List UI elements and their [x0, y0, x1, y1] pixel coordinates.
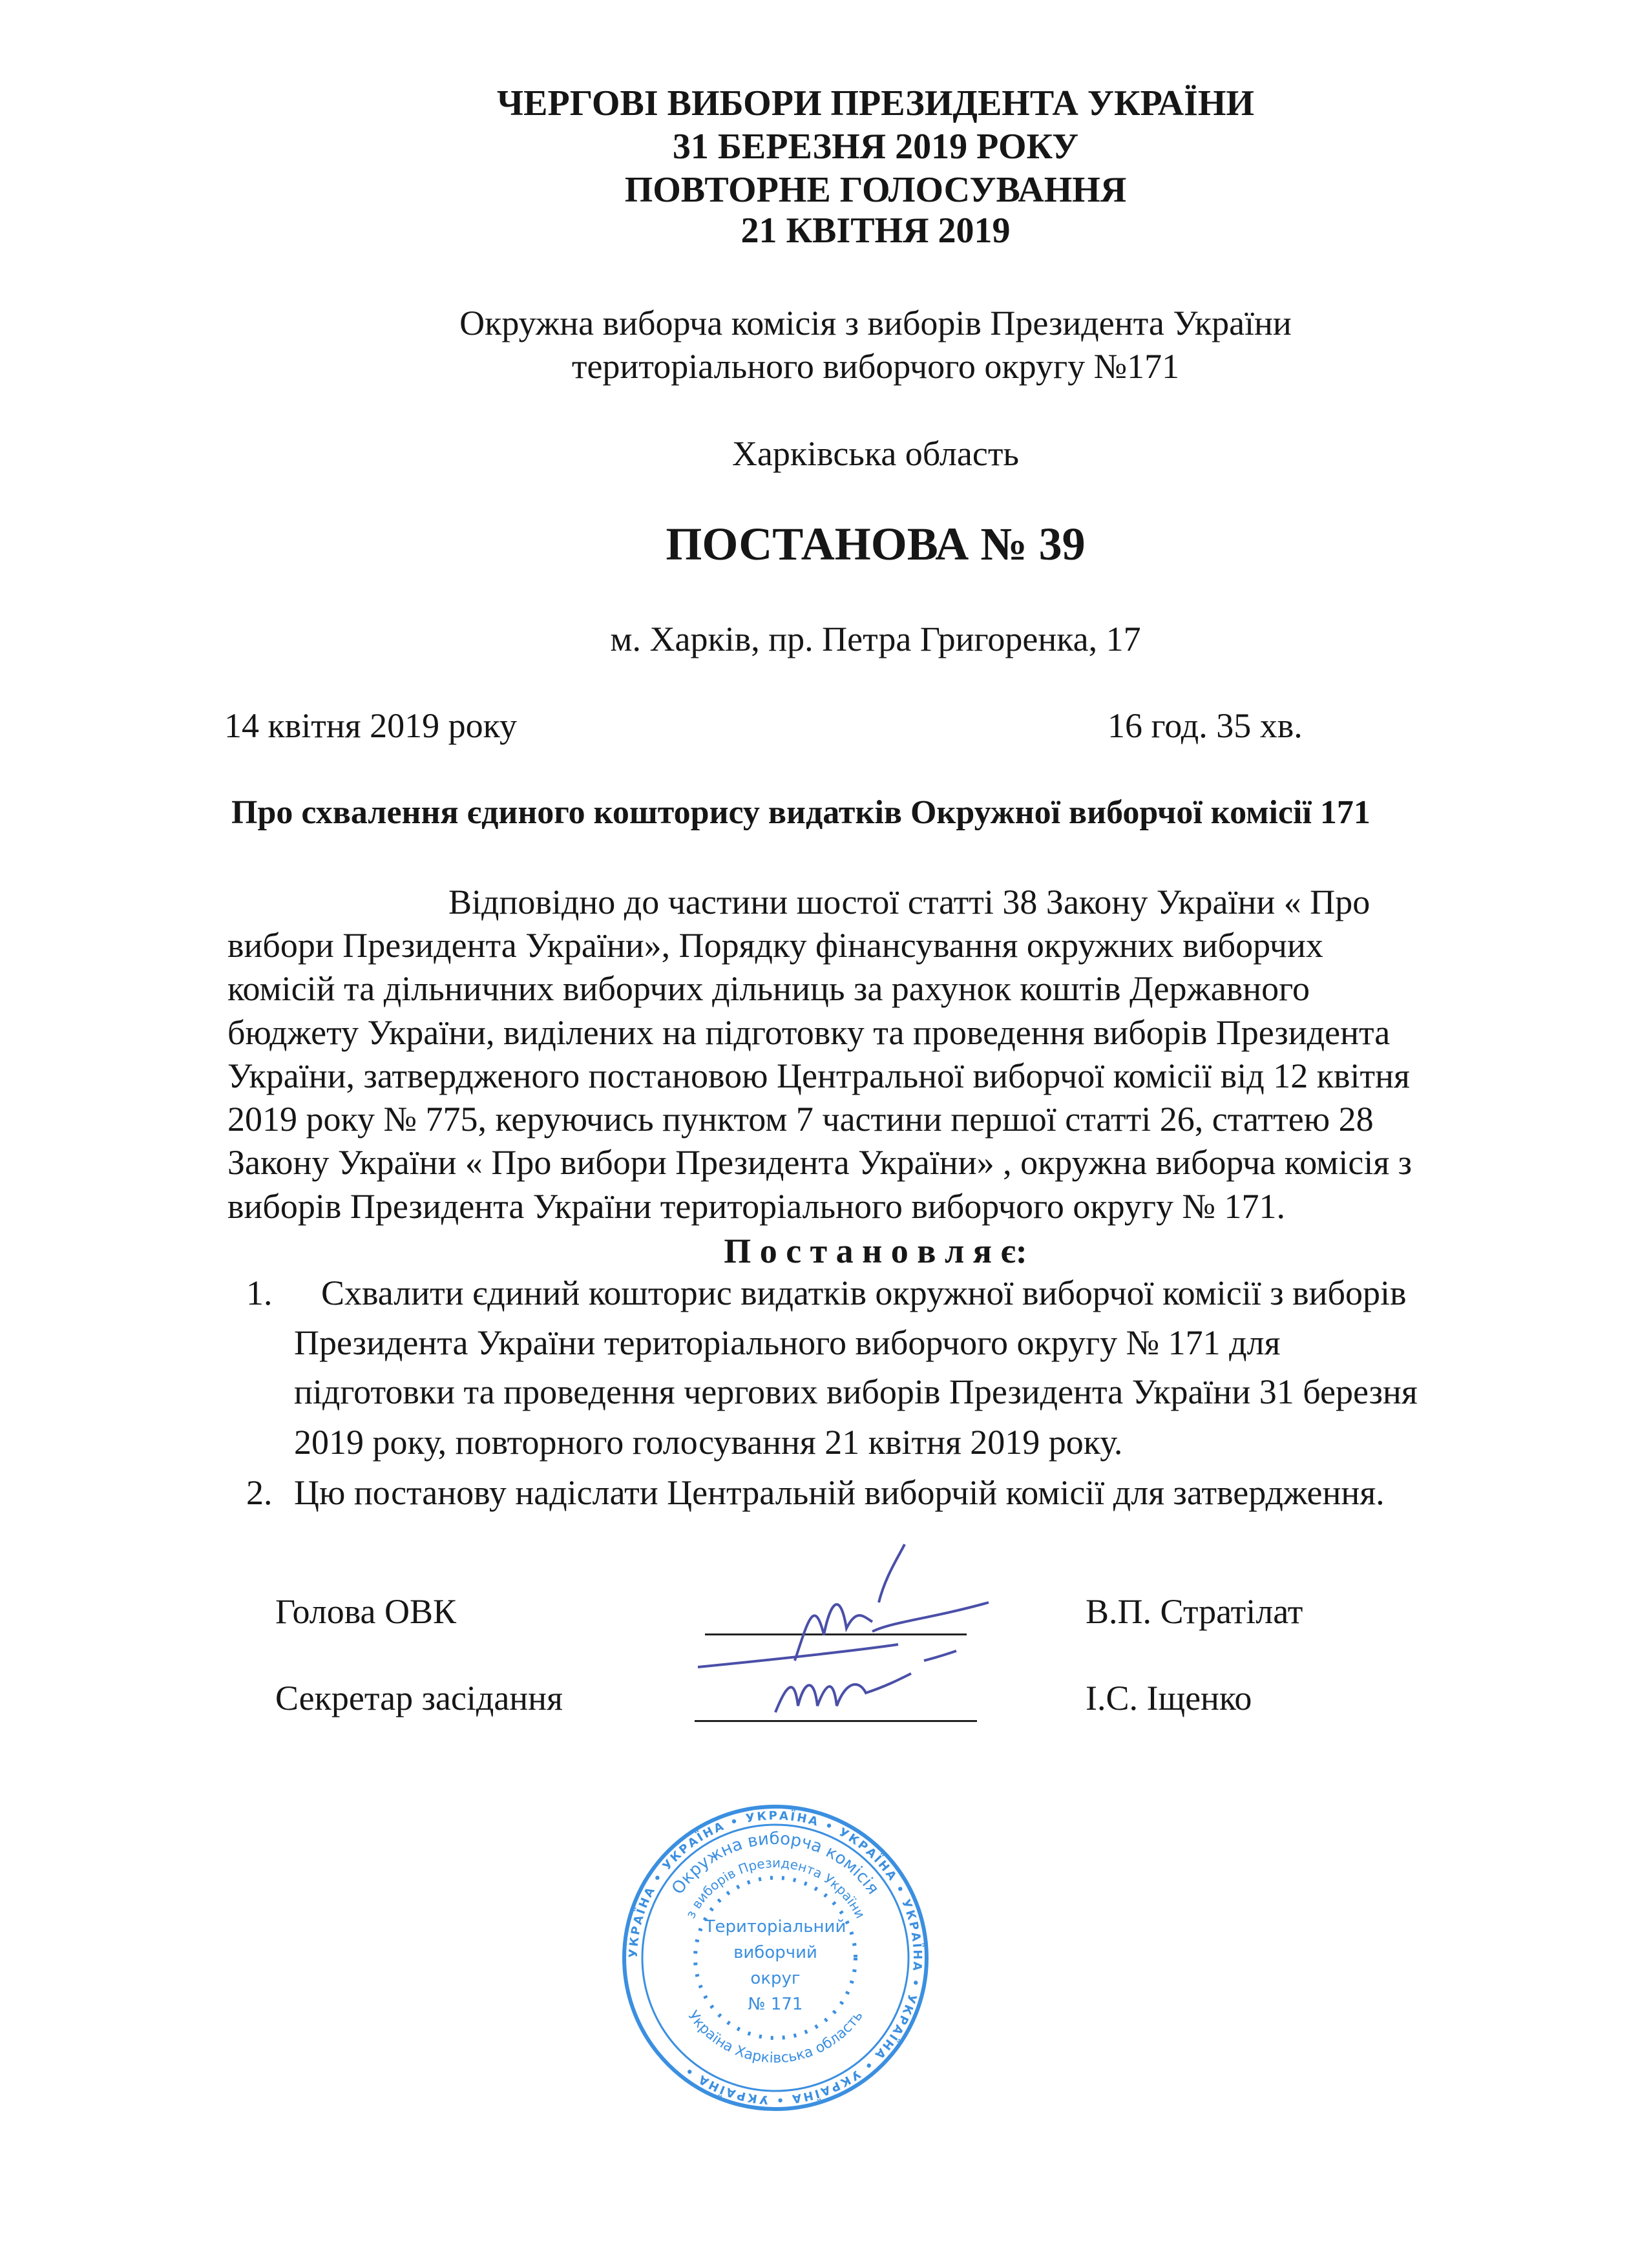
election-title-line-1: ЧЕРГОВІ ВИБОРИ ПРЕЗИДЕНТА УКРАЇНИ [497, 83, 1254, 123]
stamp-center-line: виборчий [733, 1943, 817, 1962]
paragraph-line: бюджету України, виділених на підготовку та проведення виборів Президента [227, 1013, 1391, 1052]
commission-line-2: територіального виборчого округу №171 [571, 347, 1180, 386]
resolution-title: ПОСТАНОВА № 39 [666, 518, 1086, 570]
signature-name: І.С. Іщенко [1086, 1679, 1252, 1717]
resolution-subject: Про схвалення єдиного кошторису видатків Окружної виборчої комісії 171 [231, 794, 1371, 831]
list-item-line: 2019 року, повторного голосування 21 квітня 2019 року. [294, 1423, 1123, 1462]
paragraph-line: Закону України « Про вибори Президента України» , окружна виборча комісія з [227, 1143, 1412, 1182]
svg-text:УКРАЇНА • УКРАЇНА • УКРАЇНА •: УКРАЇНА • УКРАЇНА • УКРАЇНА • УКРАЇНА • УКРАЇНА • УКРАЇНА • УКРАЇНА • УКРАЇНА • [626, 1809, 925, 2107]
election-title-line-2: 31 БЕРЕЗНЯ 2019 РОКУ [672, 127, 1079, 167]
stamp-center-line: № 171 [748, 1995, 803, 2014]
official-stamp [620, 1803, 930, 2113]
paragraph-line: 2019 року № 775, керуючись пунктом 7 частини першої статті 26, статтею 28 [227, 1100, 1374, 1139]
address: м. Харків, пр. Петра Григоренка, 17 [610, 620, 1141, 658]
resolution-time: 16 год. 35 хв. [1108, 706, 1303, 745]
list-item-number: 2. [246, 1473, 273, 1512]
list-item-line: Цю постанову надіслати Центральній виборчій комісії для затвердження. [294, 1473, 1385, 1512]
stamp-center-line: округ [750, 1969, 801, 1988]
list-item-line: Президента України територіального виборчого округу № 171 для [294, 1323, 1281, 1362]
signature-name: В.П. Стратілат [1086, 1592, 1303, 1631]
paragraph-line: вибори Президента України», Порядку фінансування окружних виборчих [227, 926, 1323, 965]
region: Харківська область [731, 434, 1020, 473]
paragraph-line: Відповідно до частини шостої статті 38 Закону України « Про [448, 883, 1371, 921]
signature-image [762, 1641, 969, 1725]
decides-heading: П о с т а н о в л я є: [724, 1232, 1027, 1270]
svg-text:Україна Харківська область: Україна Харківська область [684, 2008, 867, 2067]
paragraph-line: України, затвердженого постановою Центральної виборчої комісії від 12 квітня [227, 1056, 1410, 1095]
paragraph-line: комісій та дільничних виборчих дільниць за рахунок коштів Державного [227, 969, 1310, 1008]
svg-text:з виборів Президента України: з виборів Президента України [682, 1854, 868, 1921]
list-item-line: підготовки та проведення чергових виборів Президента України 31 березня [294, 1372, 1418, 1411]
stamp-center-line: Територіальний [704, 1917, 846, 1937]
svg-text:Окружна виборча комісія: Окружна виборча комісія [668, 1829, 883, 1898]
election-title-line-4: 21 КВІТНЯ 2019 [740, 211, 1011, 251]
election-title-line-3: ПОВТОРНЕ ГОЛОСУВАННЯ [624, 170, 1127, 210]
list-item-number: 1. [246, 1274, 273, 1312]
resolution-date: 14 квітня 2019 року [224, 706, 518, 745]
list-item-line: Схвалити єдиний кошторис видатків окружної виборчої комісії з виборів [321, 1274, 1407, 1312]
commission-line-1: Окружна виборча комісія з виборів Президента України [459, 304, 1292, 342]
paragraph-line: виборів Президента України територіального виборчого округу № 171. [227, 1187, 1286, 1226]
signature-role: Голова ОВК [275, 1592, 456, 1631]
signature-role: Секретар засідання [275, 1679, 563, 1717]
